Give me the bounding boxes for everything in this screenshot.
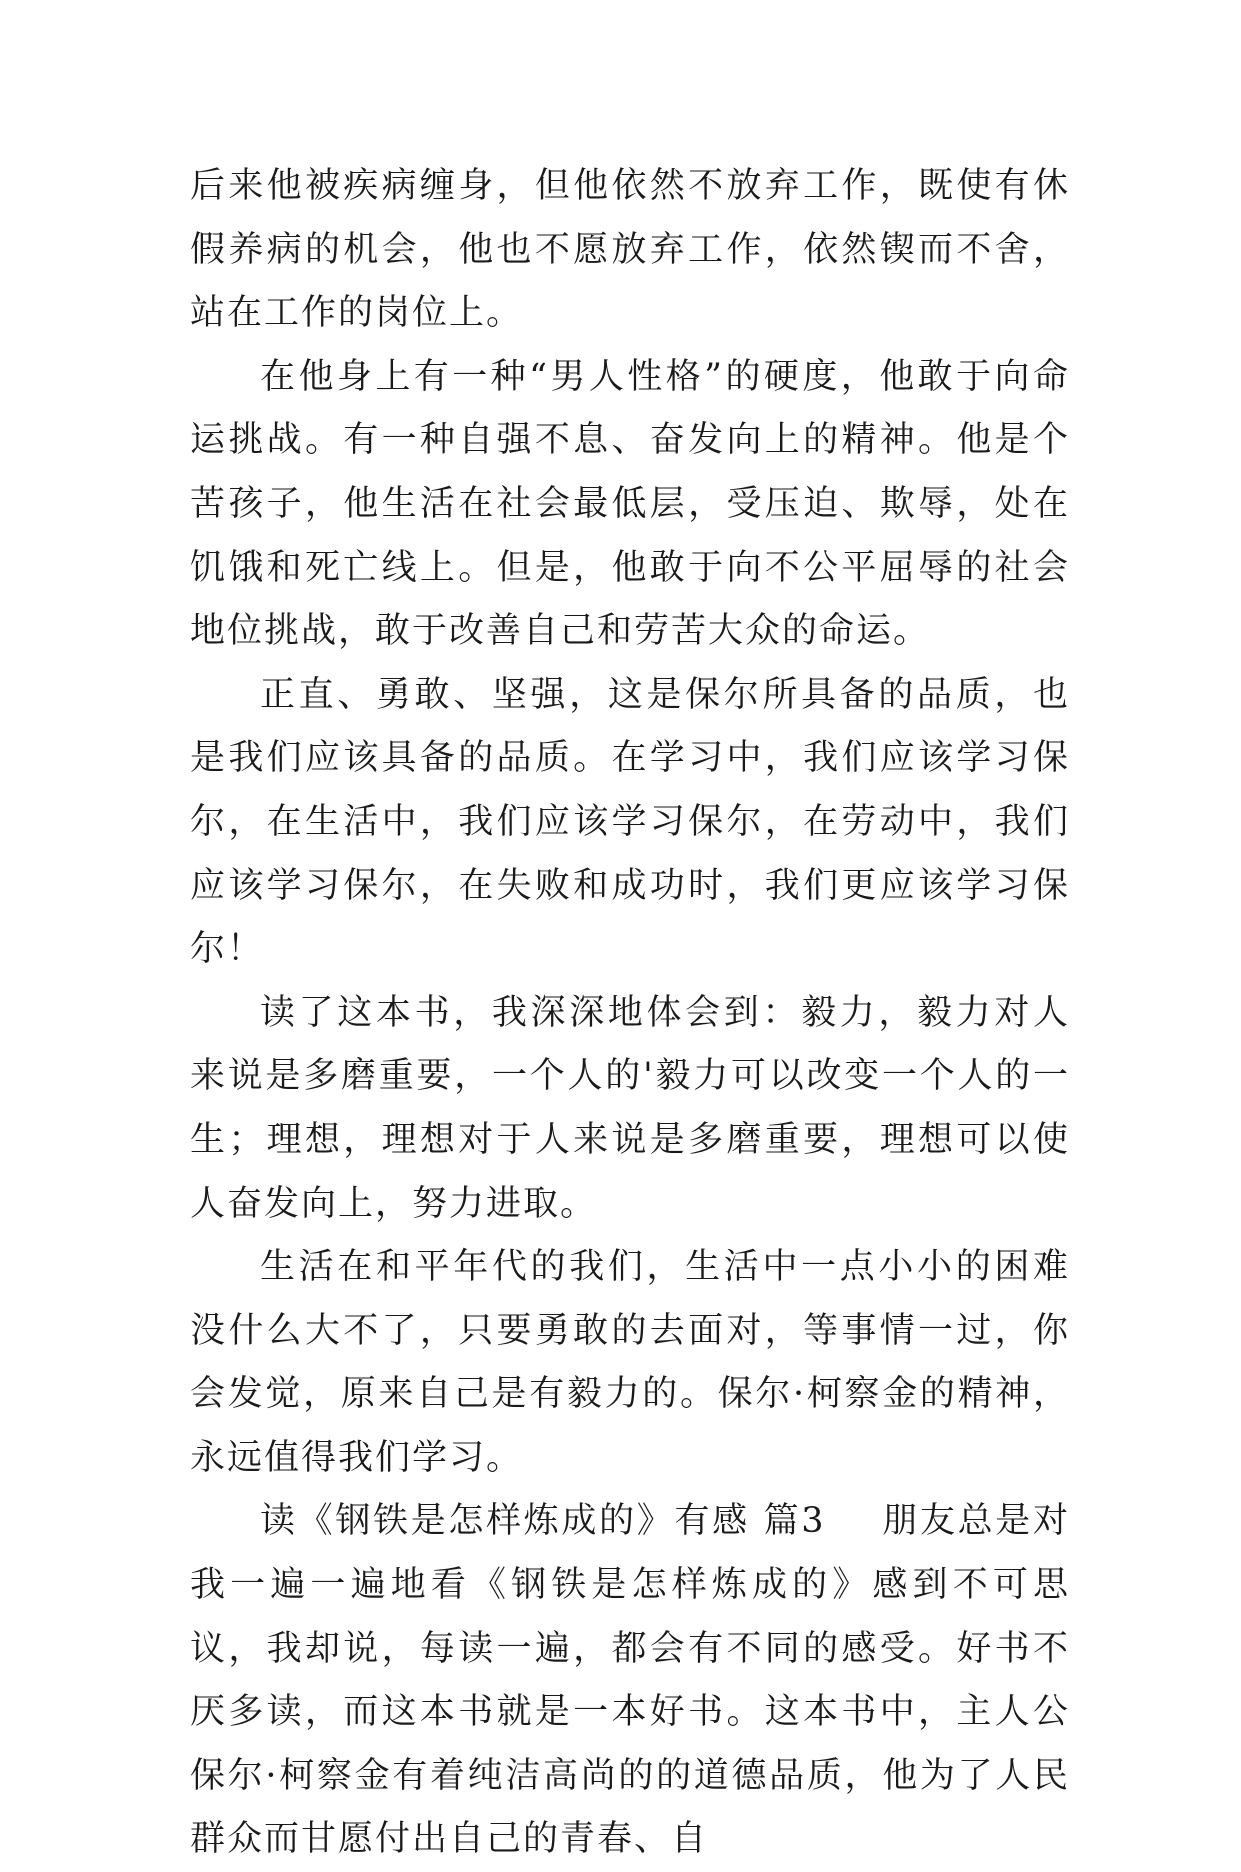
section-paragraph <box>190 1490 1070 1872</box>
paragraph-4: 读了这本书，我深深地体会到：毅力，毅力对人来说是多磨重要，一个人的'毅力可以改变一个人的一生；理想，理想对于人来说是多磨重要，理想可以使人奋发向上，努力进取。 <box>190 992 1070 1224</box>
paragraph-3: 正直、勇敢、坚强，这是保尔所具备的品质，也是我们应该具备的品质。在学习中，我们应该学习保尔，在生活中，我们应该学习保尔，在劳动中，我们应该学习保尔，在失败和成功时，我们更应该学习保尔！ <box>190 674 1070 970</box>
section-body: 朋友总是对我一遍一遍地看《钢铁是怎样炼成的》感到不可思议，我却说，每读一遍，都会有不同的感受。好书不厌多读，而这本书就是一本好书。这本书中，主人公保尔·柯察金有着纯洁高尚的的道德品质，他为了人民群众而甘愿付出自己的青春、自 <box>190 1501 1070 1860</box>
paragraph-5: 生活在和平年代的我们，生活中一点小小的困难没什么大不了，只要勇敢的去面对，等事情一过，你会发觉，原来自己是有毅力的。保尔·柯察金的精神，永远值得我们学习。 <box>190 1247 1070 1478</box>
paragraph-2: 在他身上有一种“男人性格”的硬度，他敢于向命运挑战。有一种自强不息、奋发向上的精神。他是个苦孩子，他生活在社会最低层，受压迫、欺辱，处在饥饿和死亡线上。但是，他敢于向不公平屈辱的社会地位挑战，敢于改善自己和劳苦大众的命运。 <box>190 356 1070 652</box>
section-heading: 读《钢铁是怎样炼成的》有感 篇3 <box>260 1501 826 1542</box>
paragraph-1: 后来他被疾病缠身，但他依然不放弃工作，既使有休假养病的机会，他也不愿放弃工作，依然锲而不舍，站在工作的岗位上。 <box>190 166 1070 334</box>
document-body <box>190 155 1070 1872</box>
